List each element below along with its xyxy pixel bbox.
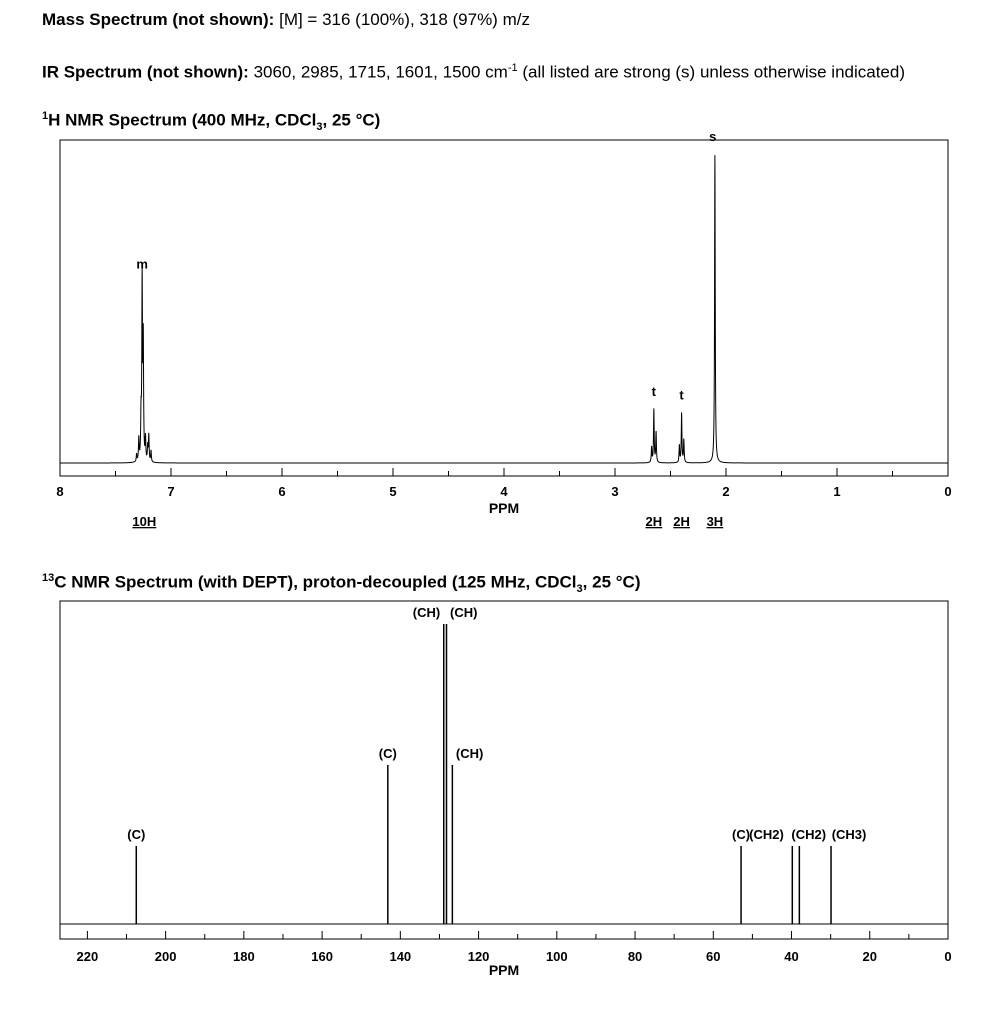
c13-title-text: C NMR Spectrum (with DEPT), proton-decoupled (125 MHz, CDCl: [54, 572, 577, 592]
h1-title-sub: 3: [316, 121, 323, 134]
h1-axis-label: PPM: [488, 500, 520, 516]
ir-spectrum-label: IR Spectrum (not shown):: [42, 62, 249, 82]
c13-isotope: 13: [42, 572, 55, 584]
c13-peak-label: (C): [127, 827, 146, 842]
c13-tick-label-80: 80: [627, 949, 643, 964]
ir-unit-superscript: -1: [507, 62, 518, 74]
h1-isotope: 1: [42, 110, 49, 122]
c13-tick-label-60: 60: [706, 949, 721, 964]
c13-tick-label-160: 160: [311, 949, 333, 964]
c13-title-tail: , 25 °C): [582, 572, 641, 592]
c13-peak-label: (CH3): [831, 827, 867, 842]
h1-integration-3H: 3H: [706, 514, 724, 529]
h1-tick-label-2: 2: [722, 484, 730, 499]
c13-peak-label: (CH): [455, 746, 484, 761]
c13-tick-label-0: 0: [944, 949, 952, 964]
c13-tick-label-220: 220: [76, 949, 99, 964]
ir-spectrum-value: 3060, 2985, 1715, 1601, 1500 cm: [253, 62, 508, 82]
c13-plot-frame: [60, 601, 948, 939]
h1-tick-label-7: 7: [167, 484, 175, 499]
c13-axis-label: PPM: [488, 962, 520, 978]
h1-integration-10H: 10H: [132, 514, 157, 529]
c13-peak-label: (CH2): [749, 827, 784, 842]
h1-plot-frame: [60, 140, 948, 476]
h1-tick-label-6: 6: [278, 484, 286, 499]
h1-multiplicity-t: t: [651, 383, 657, 399]
c13-tick-label-40: 40: [784, 949, 799, 964]
c13-peak-label: (CH2): [791, 827, 827, 842]
c13-tick-label-180: 180: [233, 949, 255, 964]
c13-peak-label: (C): [378, 746, 397, 761]
c13-peak-label: (CH): [450, 605, 478, 620]
mass-spectrum-value: [M] = 316 (100%), 318 (97%) m/z: [279, 10, 530, 29]
h1-tick-label-4: 4: [500, 484, 508, 499]
h1-tick-label-1: 1: [833, 484, 841, 499]
h1-tick-label-8: 8: [56, 484, 64, 499]
h1-multiplicity-t: t: [679, 387, 684, 403]
h1-title-text: H NMR Spectrum (400 MHz, CDCl: [48, 110, 317, 130]
ir-spectrum-note: (all listed are strong (s) unless otherwise indicated): [517, 62, 905, 82]
c13-tick-label-20: 20: [862, 949, 877, 964]
h1-multiplicity-m: m: [136, 256, 148, 272]
c13-title-sub: 3: [576, 583, 583, 596]
c13-tick-label-200: 200: [154, 949, 177, 964]
mass-spectrum-label: Mass Spectrum (not shown):: [42, 10, 275, 29]
c13-tick-label-140: 140: [389, 949, 412, 964]
c13-peak-label: (C): [732, 827, 751, 842]
h1-integration-2H: 2H: [645, 514, 663, 529]
h1-spectrum-trace: [60, 155, 948, 463]
h1-multiplicity-s: s: [709, 129, 717, 145]
c13-tick-label-120: 120: [467, 949, 490, 964]
h1-title-tail: , 25 °C): [322, 110, 381, 130]
c13-peak-label: (CH): [412, 605, 441, 620]
h1-tick-label-5: 5: [389, 484, 397, 499]
h1-tick-label-0: 0: [944, 484, 952, 499]
h1-tick-label-3: 3: [611, 484, 619, 499]
h1-integration-2H: 2H: [673, 514, 690, 529]
c13-tick-label-100: 100: [545, 949, 568, 964]
